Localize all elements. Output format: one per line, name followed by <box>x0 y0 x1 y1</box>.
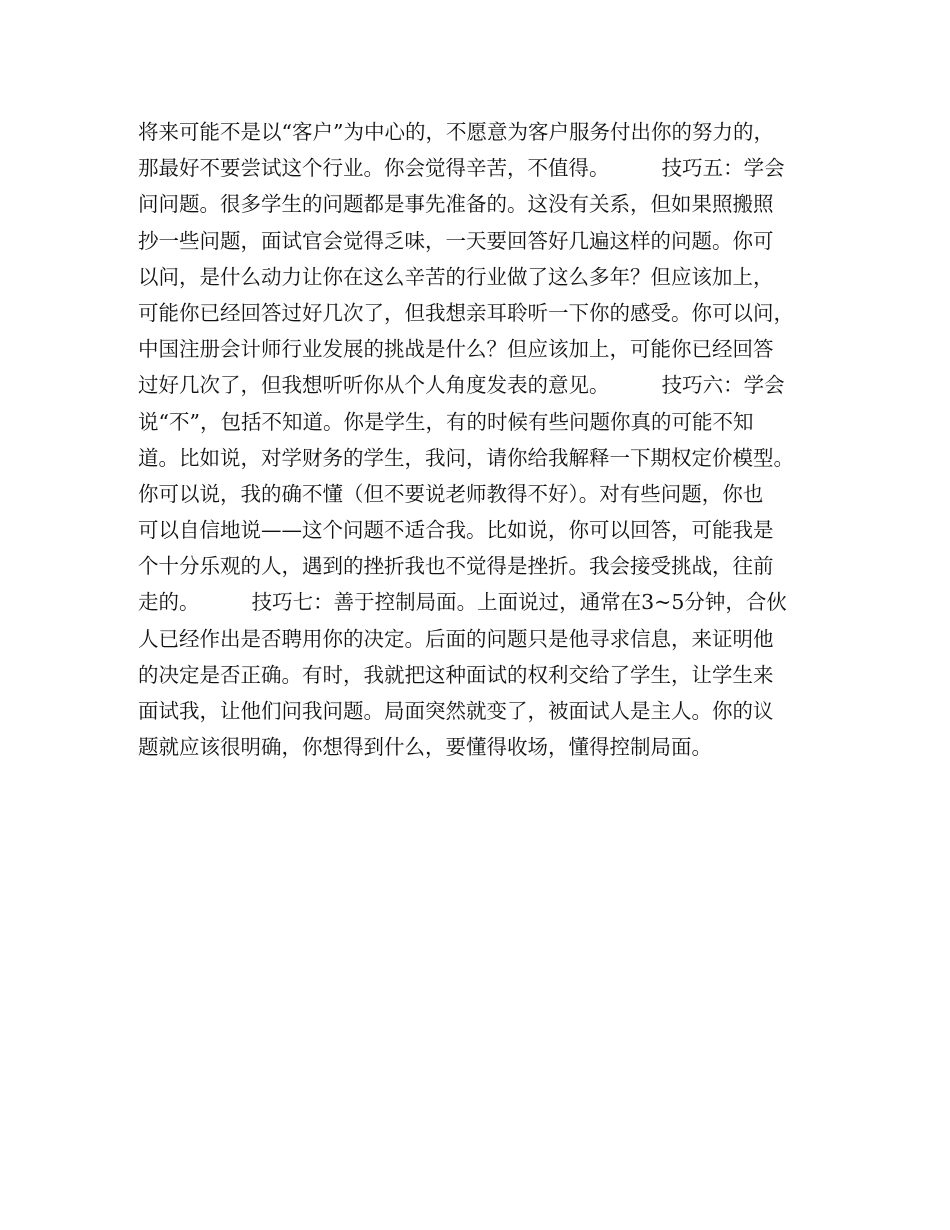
text-line: 中国注册会计师行业发展的挑战是什么？但应该加上，可能你已经回答 <box>138 337 774 362</box>
text-line: 你可以说，我的确不懂（但不要说老师教得不好）。对有些问题，你也 <box>138 481 764 506</box>
text-line: 走的。 技巧七：善于控制局面。上面说过，通常在3~5分钟，合伙 <box>138 590 787 615</box>
text-line: 道。比如说，对学财务的学生，我问，请你给我解释一下期权定价模型。 <box>138 445 794 470</box>
text-line: 个十分乐观的人，遇到的挫折我也不觉得是挫折。我会接受挑战，往前 <box>138 554 774 579</box>
text-line: 将来可能不是以“客户”为中心的，不愿意为客户服务付出你的努力的， <box>138 120 774 144</box>
text-line: 抄一些问题，面试官会觉得乏味，一天要回答好几遍这样的问题。你可 <box>138 228 774 253</box>
text-line: 的决定是否正确。有时，我就把这种面试的权利交给了学生，让学生来 <box>138 662 774 687</box>
text-line: 题就应该很明确，你想得到什么，要懂得收场，懂得控制局面。 <box>138 735 712 760</box>
text-line: 那最好不要尝试这个行业。你会觉得辛苦，不值得。 技巧五：学会 <box>138 156 785 181</box>
text-line: 以问，是什么动力让你在这么辛苦的行业做了这么多年？但应该加上， <box>138 264 774 289</box>
text-line: 问问题。很多学生的问题都是事先准备的。这没有关系，但如果照搬照 <box>138 192 774 217</box>
text-line: 说“不”，包括不知道。你是学生，有的时候有些问题你真的可能不知 <box>138 409 754 434</box>
body-text <box>138 114 838 765</box>
text-line: 可能你已经回答过好几次了，但我想亲耳聆听一下你的感受。你可以问， <box>138 300 794 325</box>
text-line: 人已经作出是否聘用你的决定。后面的问题只是他寻求信息，来证明他 <box>138 626 774 651</box>
text-line: 面试我，让他们问我问题。局面突然就变了，被面试人是主人。你的议 <box>138 699 774 723</box>
text-line: 可以自信地说——这个问题不适合我。比如说，你可以回答，可能我是 <box>138 518 774 543</box>
text-line: 过好几次了，但我想听听你从个人角度发表的意见。 技巧六：学会 <box>138 373 785 398</box>
